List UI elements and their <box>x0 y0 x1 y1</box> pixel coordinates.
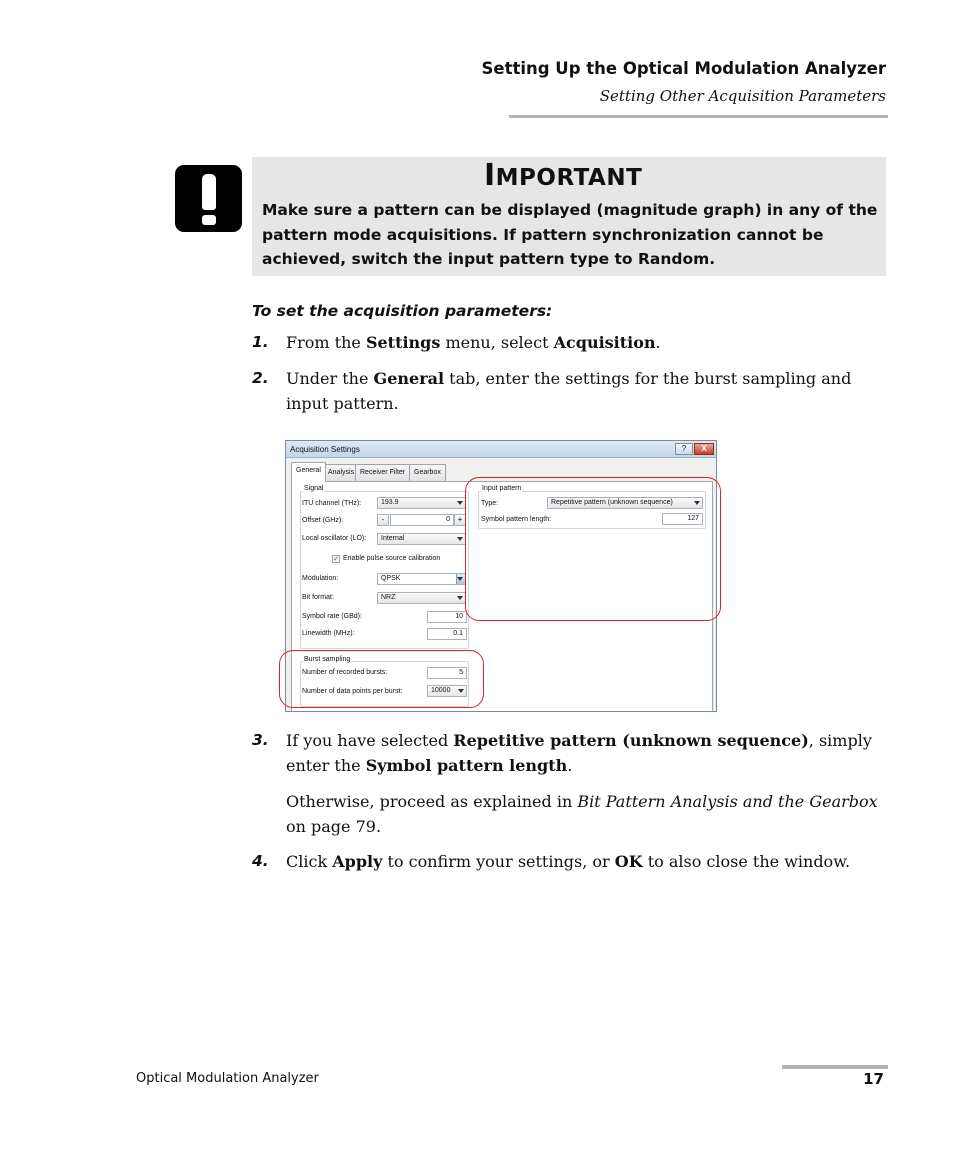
bit-format-select[interactable]: NRZ <box>377 592 466 604</box>
linewidth-label: Linewidth (MHz): <box>302 630 355 637</box>
procedure-heading: To set the acquisition parameters: <box>252 302 553 320</box>
cross-reference-link[interactable]: Bit Pattern Analysis and the Gearbox <box>577 792 878 811</box>
data-points-label: Number of data points per burst: <box>302 688 403 695</box>
header-rule <box>509 115 888 118</box>
dialog-title: Acquisition Settings <box>290 445 360 454</box>
help-button[interactable]: ? <box>675 443 693 455</box>
symbol-pattern-length-input[interactable]: 127 <box>662 513 703 525</box>
chevron-down-icon <box>457 577 463 581</box>
pattern-type-label: Type: <box>481 500 499 507</box>
burst-sampling-highlight <box>279 650 484 708</box>
dialog-title-bar <box>286 441 716 458</box>
chevron-down-icon <box>457 537 463 541</box>
step-4-text: Click Apply to confirm your settings, or OK to also close the window. <box>286 852 851 871</box>
symbol-pattern-length-label: Symbol pattern length: <box>481 516 552 523</box>
step-3-note: Otherwise, proceed as explained in Bit Pattern Analysis and the Gearbox on page 79. <box>286 792 878 836</box>
exclamation-icon <box>175 165 242 232</box>
step-number: 4. <box>252 852 269 870</box>
modulation-label: Modulation: <box>302 575 339 582</box>
step-2-text: Under the General tab, enter the settings for the burst sampling and input pattern. <box>286 369 852 413</box>
linewidth-input[interactable]: 0.1 <box>427 628 467 640</box>
itu-channel-select[interactable]: 193.9 <box>377 497 466 509</box>
offset-input[interactable]: 0 <box>390 514 454 526</box>
signal-group-label: Signal <box>304 485 324 492</box>
chevron-down-icon <box>457 501 463 505</box>
input-pattern-highlight <box>465 477 721 621</box>
running-header-subtitle: Setting Other Acquisition Parameters <box>599 87 886 105</box>
recorded-bursts-input[interactable]: 5 <box>427 667 467 679</box>
important-title: IMPORTANT <box>484 158 643 193</box>
symbol-rate-input[interactable]: 10 <box>427 611 467 623</box>
tab-receiver-filter[interactable]: Receiver Filter <box>355 464 410 481</box>
pulse-calibration-checkbox[interactable]: ✓ <box>333 556 339 563</box>
close-button[interactable]: X <box>694 443 714 455</box>
running-header-title: Setting Up the Optical Modulation Analyzer <box>481 59 886 78</box>
step-number: 2. <box>252 369 269 387</box>
page-number: 17 <box>863 1070 884 1088</box>
step-1-text: From the Settings menu, select Acquisition. <box>286 333 661 352</box>
step-number: 1. <box>252 333 269 351</box>
itu-channel-label: ITU channel (THz): <box>302 500 362 507</box>
chevron-down-icon <box>457 596 463 600</box>
local-oscillator-select[interactable]: Internal <box>377 533 466 545</box>
bit-format-label: Bit format: <box>302 594 334 601</box>
step-3-text: If you have selected Repetitive pattern (unknown sequence), simply enter the Symbol pattern length. <box>286 731 872 775</box>
input-pattern-group-label: Input pattern <box>482 485 522 492</box>
tab-analysis[interactable]: Analysis <box>323 464 359 481</box>
important-text: Make sure a pattern can be displayed (magnitude graph) in any of the pattern mode acquisitions. If pattern synchronization cannot be achieved, switch the input pattern type to Random. <box>262 201 878 268</box>
footer-product-name: Optical Modulation Analyzer <box>136 1071 319 1086</box>
symbol-rate-label: Symbol rate (GBd): <box>302 613 362 620</box>
burst-sampling-group-label: Burst sampling <box>304 656 351 663</box>
recorded-bursts-label: Number of recorded bursts: <box>302 669 388 676</box>
pattern-type-select[interactable]: Repetitive pattern (unknown sequence) <box>547 497 703 509</box>
pulse-calibration-label: Enable pulse source calibration <box>343 555 441 562</box>
step-number: 3. <box>252 731 269 749</box>
offset-label: Offset (GHz): <box>302 517 344 524</box>
offset-decrement-button[interactable]: - <box>377 514 389 526</box>
offset-increment-button[interactable]: + <box>454 514 466 526</box>
tab-gearbox[interactable]: Gearbox <box>409 464 446 481</box>
tab-general[interactable]: General <box>291 462 326 482</box>
modulation-select[interactable]: QPSK <box>377 573 466 585</box>
data-points-select[interactable]: 10000 <box>427 685 467 697</box>
local-oscillator-label: Local oscillator (LO): <box>302 535 367 542</box>
footer-rule <box>782 1065 888 1069</box>
